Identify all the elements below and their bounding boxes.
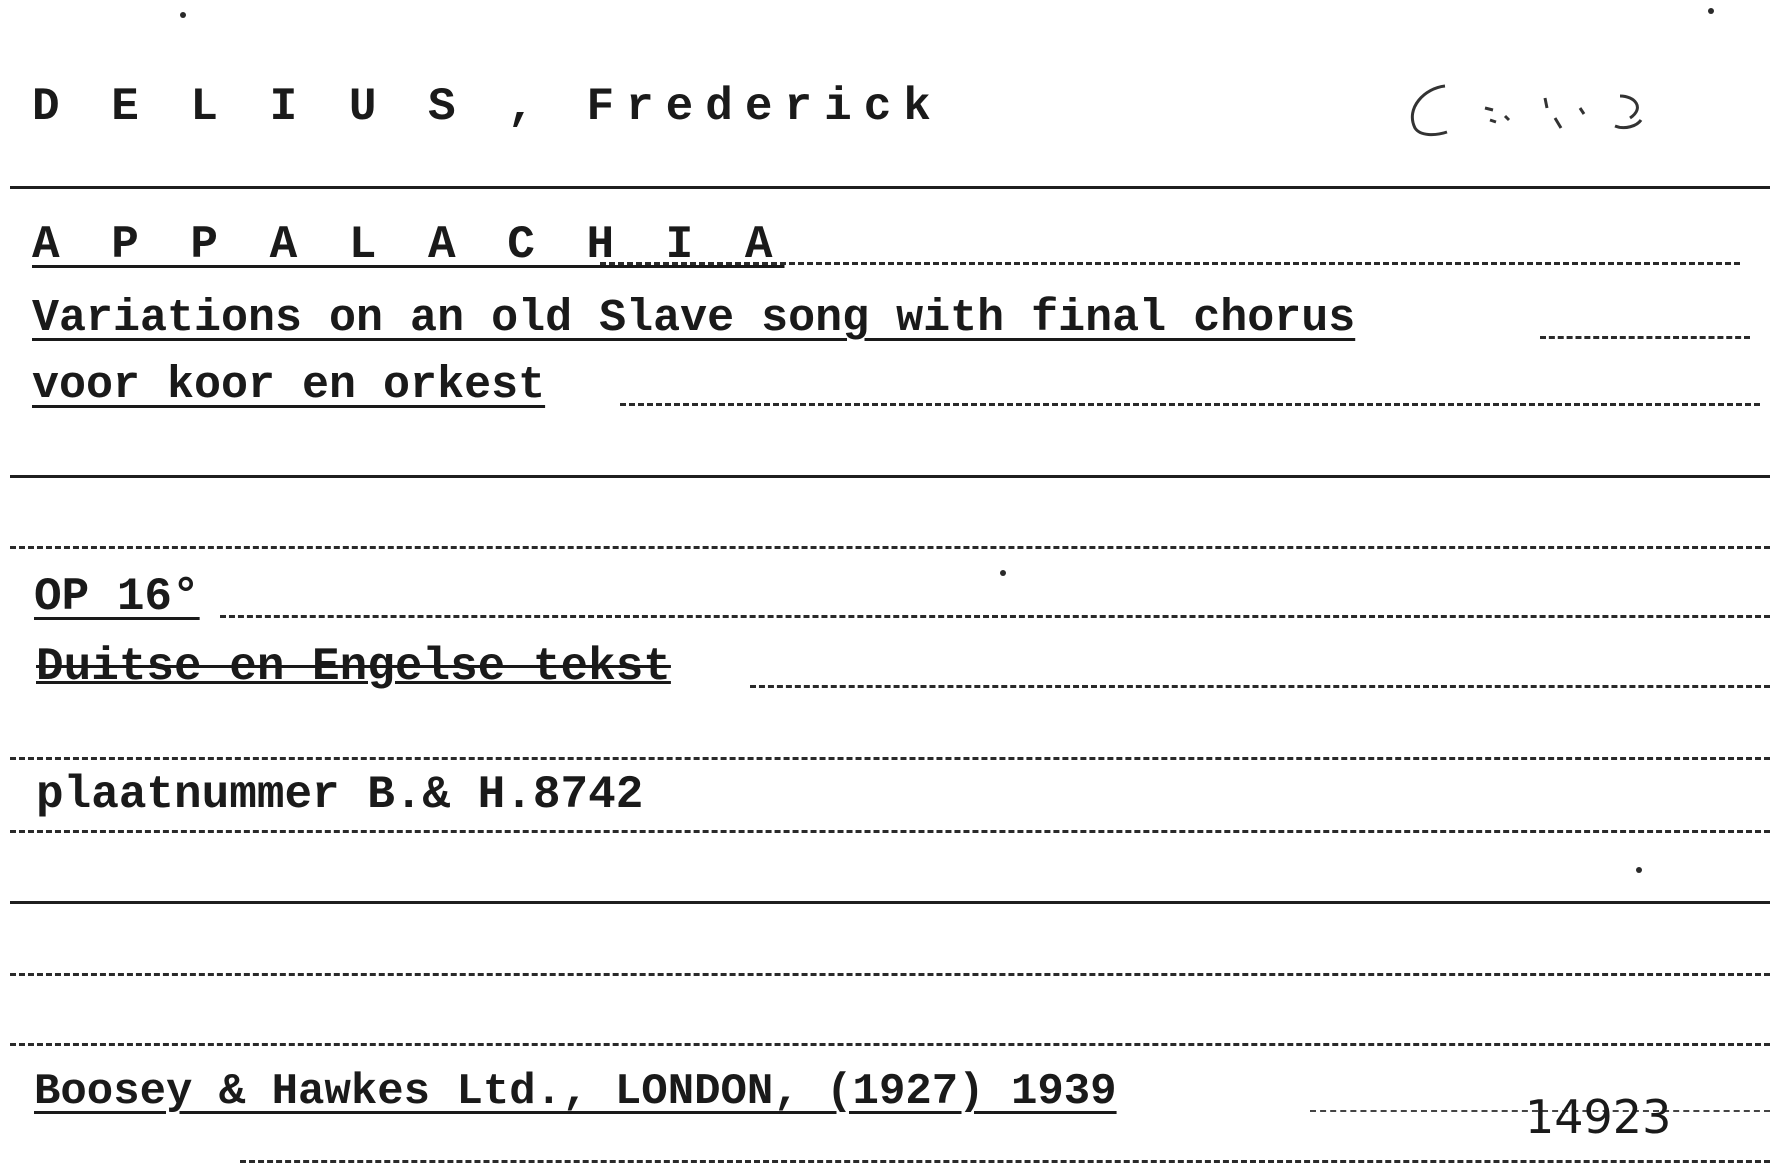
handwritten-initials — [1395, 78, 1675, 148]
rule-line — [10, 901, 1770, 904]
rule-line — [10, 1043, 1770, 1046]
rule-line — [620, 403, 1760, 406]
composer-heading: D E L I U S , Frederick — [32, 81, 943, 133]
work-title: A P P A L A C H I A — [32, 219, 785, 271]
rule-line — [10, 830, 1770, 833]
scoring-note: voor koor en orkest — [32, 360, 546, 411]
ink-dot — [1708, 8, 1714, 14]
rule-line — [240, 1160, 1770, 1163]
work-subtitle: Variations on an old Slave song with final chorus — [32, 293, 1356, 344]
ink-dot — [180, 12, 186, 18]
ink-dot — [1000, 570, 1006, 576]
catalog-number: 14923 — [1525, 1090, 1672, 1144]
plate-number: plaatnummer B.& H.8742 — [36, 769, 644, 821]
rule-line — [10, 186, 1770, 189]
rule-line — [220, 615, 1770, 618]
rule-line — [10, 546, 1770, 549]
language-note: Duitse en Engelse tekst — [36, 641, 671, 693]
publisher-line: Boosey & Hawkes Ltd., LONDON, (1927) 1939 — [34, 1067, 1117, 1117]
rule-line — [1540, 336, 1750, 339]
rule-line — [10, 475, 1770, 478]
rule-line — [750, 685, 1770, 688]
rule-line — [10, 757, 1770, 760]
ink-dot — [1636, 867, 1642, 873]
opus-number: OP 16° — [34, 571, 200, 623]
rule-line — [10, 973, 1770, 976]
